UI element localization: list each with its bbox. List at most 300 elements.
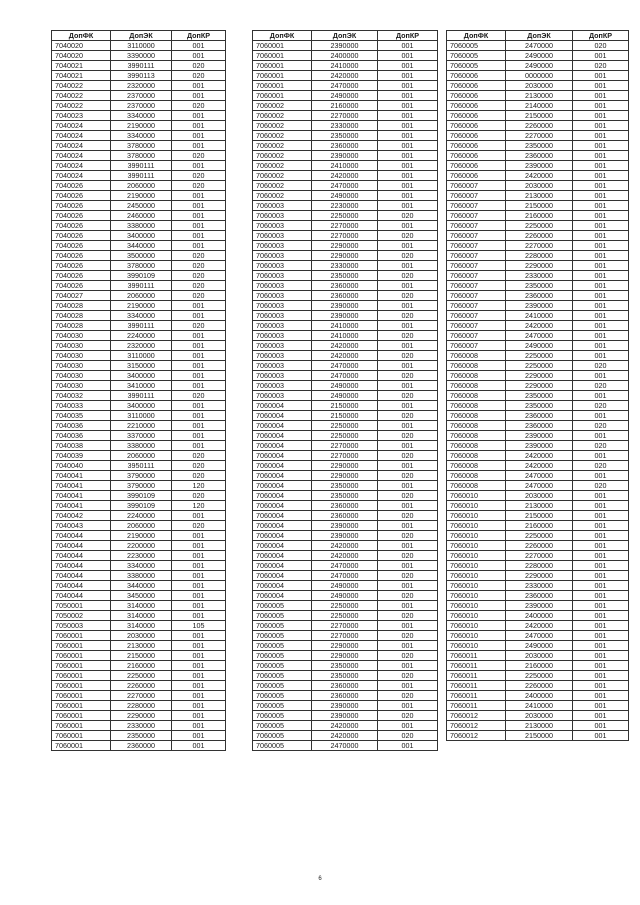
- code-table-left: [51, 30, 226, 751]
- cell-dopkr: 001: [172, 581, 226, 591]
- cell-dopek: 2270000: [312, 441, 378, 451]
- cell-dopfk: 7060007: [447, 321, 506, 331]
- cell-dopek: 2250000: [312, 211, 378, 221]
- cell-dopkr: 020: [378, 671, 438, 681]
- cell-dopek: 2270000: [111, 691, 172, 701]
- cell-dopkr: 001: [573, 521, 629, 531]
- header-dopfk: ДопФК: [52, 31, 111, 41]
- table-row: [253, 631, 438, 641]
- cell-dopek: 2250000: [111, 671, 172, 681]
- cell-dopfk: 7060004: [253, 461, 312, 471]
- cell-dopfk: 7060006: [447, 151, 506, 161]
- cell-dopek: 2400000: [506, 691, 573, 701]
- cell-dopkr: 001: [378, 741, 438, 751]
- table-row: [52, 141, 226, 151]
- cell-dopfk: 7060007: [447, 311, 506, 321]
- cell-dopkr: 001: [573, 91, 629, 101]
- table-row: [447, 671, 629, 681]
- table-row: [447, 591, 629, 601]
- cell-dopek: 2360000: [506, 421, 573, 431]
- cell-dopfk: 7060010: [447, 551, 506, 561]
- table-row: [52, 111, 226, 121]
- cell-dopek: 2470000: [312, 361, 378, 371]
- table-row: [52, 451, 226, 461]
- table-row: [52, 151, 226, 161]
- cell-dopkr: 001: [573, 491, 629, 501]
- table-row: [52, 661, 226, 671]
- cell-dopkr: 020: [378, 291, 438, 301]
- cell-dopek: 2410000: [312, 161, 378, 171]
- cell-dopfk: 7060002: [253, 141, 312, 151]
- cell-dopek: 2390000: [312, 41, 378, 51]
- cell-dopek: 2270000: [312, 111, 378, 121]
- cell-dopek: 2470000: [312, 741, 378, 751]
- cell-dopfk: 7040026: [52, 251, 111, 261]
- cell-dopfk: 7060010: [447, 601, 506, 611]
- table-row: [447, 481, 629, 491]
- cell-dopek: 2370000: [111, 91, 172, 101]
- cell-dopfk: 7060007: [447, 261, 506, 271]
- cell-dopfk: 7060005: [253, 701, 312, 711]
- table-row: [52, 81, 226, 91]
- cell-dopkr: 001: [172, 651, 226, 661]
- cell-dopek: 2360000: [312, 141, 378, 151]
- cell-dopkr: 020: [573, 61, 629, 71]
- cell-dopfk: 7060008: [447, 401, 506, 411]
- cell-dopfk: 7060011: [447, 701, 506, 711]
- cell-dopek: 2140000: [506, 101, 573, 111]
- cell-dopkr: 001: [573, 301, 629, 311]
- cell-dopek: 2290000: [312, 251, 378, 261]
- cell-dopfk: 7040041: [52, 471, 111, 481]
- table-row: [447, 511, 629, 521]
- cell-dopek: 2250000: [506, 531, 573, 541]
- cell-dopek: 3990111: [111, 391, 172, 401]
- cell-dopek: 2410000: [312, 331, 378, 341]
- cell-dopfk: 7060005: [253, 641, 312, 651]
- table-row: [447, 621, 629, 631]
- cell-dopkr: 001: [573, 391, 629, 401]
- cell-dopkr: 001: [573, 271, 629, 281]
- table-row: [52, 511, 226, 521]
- table-row: [52, 121, 226, 131]
- cell-dopkr: 001: [573, 121, 629, 131]
- cell-dopfk: 7060006: [447, 131, 506, 141]
- cell-dopek: 2470000: [506, 631, 573, 641]
- cell-dopkr: 001: [573, 611, 629, 621]
- cell-dopek: 2060000: [111, 291, 172, 301]
- cell-dopkr: 020: [172, 391, 226, 401]
- cell-dopfk: 7040028: [52, 301, 111, 311]
- cell-dopfk: 7060007: [447, 331, 506, 341]
- table-body: [52, 41, 226, 751]
- cell-dopkr: 001: [573, 581, 629, 591]
- cell-dopfk: 7060003: [253, 271, 312, 281]
- header-dopkr: ДопКР: [172, 31, 226, 41]
- cell-dopek: 2190000: [111, 301, 172, 311]
- cell-dopfk: 7060010: [447, 591, 506, 601]
- table-row: [447, 411, 629, 421]
- cell-dopek: 2410000: [506, 701, 573, 711]
- table-body: [447, 41, 629, 741]
- cell-dopek: 2470000: [312, 181, 378, 191]
- cell-dopfk: 7060005: [253, 671, 312, 681]
- cell-dopkr: 001: [378, 541, 438, 551]
- table-row: [447, 471, 629, 481]
- cell-dopkr: 020: [172, 101, 226, 111]
- cell-dopek: 2150000: [506, 111, 573, 121]
- cell-dopfk: 7060012: [447, 731, 506, 741]
- cell-dopek: 3340000: [111, 131, 172, 141]
- cell-dopkr: 001: [172, 351, 226, 361]
- cell-dopkr: 020: [378, 531, 438, 541]
- cell-dopek: 2490000: [312, 581, 378, 591]
- cell-dopek: 2130000: [506, 501, 573, 511]
- cell-dopkr: 001: [573, 171, 629, 181]
- cell-dopkr: 001: [378, 581, 438, 591]
- cell-dopek: 2350000: [506, 281, 573, 291]
- cell-dopfk: 7060004: [253, 501, 312, 511]
- cell-dopfk: 7060005: [253, 651, 312, 661]
- cell-dopkr: 001: [573, 311, 629, 321]
- cell-dopkr: 001: [378, 191, 438, 201]
- table-row: [447, 491, 629, 501]
- cell-dopek: 2150000: [111, 651, 172, 661]
- cell-dopfk: 7040043: [52, 521, 111, 531]
- cell-dopek: 3780000: [111, 151, 172, 161]
- cell-dopkr: 001: [172, 361, 226, 371]
- cell-dopfk: 7060002: [253, 181, 312, 191]
- table-row: [52, 431, 226, 441]
- cell-dopfk: 7060010: [447, 641, 506, 651]
- cell-dopkr: 001: [378, 321, 438, 331]
- cell-dopek: 2470000: [506, 331, 573, 341]
- cell-dopkr: 001: [573, 181, 629, 191]
- table-row: [253, 671, 438, 681]
- header-row: [253, 31, 438, 41]
- cell-dopfk: 7060011: [447, 651, 506, 661]
- table-row: [253, 621, 438, 631]
- cell-dopkr: 001: [378, 481, 438, 491]
- table-row: [52, 231, 226, 241]
- cell-dopfk: 7060005: [447, 41, 506, 51]
- cell-dopek: 3790000: [111, 481, 172, 491]
- cell-dopfk: 7060004: [253, 571, 312, 581]
- cell-dopfk: 7060005: [253, 611, 312, 621]
- cell-dopkr: 001: [378, 401, 438, 411]
- table-row: [253, 531, 438, 541]
- cell-dopkr: 020: [172, 151, 226, 161]
- cell-dopek: 2420000: [506, 621, 573, 631]
- cell-dopkr: 001: [378, 51, 438, 61]
- cell-dopek: 3150000: [111, 361, 172, 371]
- cell-dopfk: 7060010: [447, 561, 506, 571]
- table-row: [253, 641, 438, 651]
- cell-dopkr: 020: [378, 211, 438, 221]
- cell-dopkr: 001: [573, 211, 629, 221]
- table-row: [447, 691, 629, 701]
- cell-dopkr: 001: [378, 461, 438, 471]
- cell-dopfk: 7060010: [447, 531, 506, 541]
- cell-dopfk: 7060008: [447, 351, 506, 361]
- cell-dopek: 2390000: [312, 531, 378, 541]
- table-row: [447, 101, 629, 111]
- cell-dopfk: 7060006: [447, 91, 506, 101]
- table-row: [253, 201, 438, 211]
- cell-dopfk: 7060004: [253, 411, 312, 421]
- cell-dopkr: 020: [378, 391, 438, 401]
- cell-dopfk: 7060002: [253, 131, 312, 141]
- table-row: [447, 81, 629, 91]
- table-row: [253, 451, 438, 461]
- cell-dopek: 3990109: [111, 501, 172, 511]
- table-row: [447, 321, 629, 331]
- cell-dopfk: 7040024: [52, 131, 111, 141]
- table-row: [253, 491, 438, 501]
- cell-dopkr: 001: [378, 41, 438, 51]
- cell-dopkr: 001: [172, 421, 226, 431]
- table-row: [447, 221, 629, 231]
- cell-dopkr: 020: [573, 441, 629, 451]
- cell-dopkr: 001: [573, 631, 629, 641]
- table-row: [253, 601, 438, 611]
- cell-dopfk: 7040020: [52, 41, 111, 51]
- cell-dopfk: 7060006: [447, 171, 506, 181]
- cell-dopkr: 020: [573, 401, 629, 411]
- cell-dopfk: 7060002: [253, 191, 312, 201]
- cell-dopkr: 020: [172, 171, 226, 181]
- table-row: [52, 221, 226, 231]
- cell-dopfk: 7060001: [52, 741, 111, 751]
- cell-dopfk: 7060006: [447, 71, 506, 81]
- cell-dopfk: 7060010: [447, 611, 506, 621]
- table-header: [253, 31, 438, 41]
- cell-dopfk: 7040020: [52, 51, 111, 61]
- table-row: [253, 181, 438, 191]
- table-row: [253, 511, 438, 521]
- cell-dopkr: 001: [378, 241, 438, 251]
- table-row: [253, 711, 438, 721]
- cell-dopfk: 7060005: [253, 601, 312, 611]
- cell-dopek: 2270000: [506, 241, 573, 251]
- table-row: [447, 361, 629, 371]
- table-row: [447, 281, 629, 291]
- table-row: [52, 161, 226, 171]
- cell-dopek: 2360000: [506, 411, 573, 421]
- cell-dopek: 3110000: [111, 41, 172, 51]
- cell-dopek: 3990111: [111, 281, 172, 291]
- cell-dopfk: 7060006: [447, 121, 506, 131]
- cell-dopkr: 001: [172, 711, 226, 721]
- cell-dopek: 2030000: [506, 491, 573, 501]
- table-row: [447, 651, 629, 661]
- cell-dopkr: 020: [172, 251, 226, 261]
- cell-dopfk: 7060003: [253, 231, 312, 241]
- cell-dopek: 2350000: [312, 671, 378, 681]
- page-number: 6: [318, 876, 322, 882]
- table-row: [447, 251, 629, 261]
- cell-dopkr: 001: [172, 161, 226, 171]
- cell-dopkr: 001: [172, 221, 226, 231]
- cell-dopkr: 001: [573, 731, 629, 741]
- cell-dopfk: 7060010: [447, 621, 506, 631]
- cell-dopek: 3440000: [111, 241, 172, 251]
- cell-dopfk: 7060003: [253, 211, 312, 221]
- table-row: [253, 321, 438, 331]
- cell-dopkr: 001: [573, 411, 629, 421]
- cell-dopfk: 7040028: [52, 321, 111, 331]
- cell-dopkr: 001: [573, 721, 629, 731]
- table-row: [253, 361, 438, 371]
- table-row: [253, 341, 438, 351]
- cell-dopek: 2360000: [506, 291, 573, 301]
- table-row: [253, 581, 438, 591]
- table-row: [52, 491, 226, 501]
- cell-dopkr: 001: [573, 151, 629, 161]
- cell-dopek: 2290000: [506, 381, 573, 391]
- cell-dopkr: 001: [172, 531, 226, 541]
- table-row: [447, 631, 629, 641]
- cell-dopek: 2250000: [312, 431, 378, 441]
- table-row: [447, 501, 629, 511]
- cell-dopfk: 7060010: [447, 631, 506, 641]
- cell-dopek: 2250000: [506, 221, 573, 231]
- cell-dopek: 2390000: [506, 301, 573, 311]
- table-row: [253, 51, 438, 61]
- cell-dopfk: 7040030: [52, 331, 111, 341]
- cell-dopfk: 7060003: [253, 301, 312, 311]
- cell-dopfk: 7060003: [253, 261, 312, 271]
- cell-dopfk: 7040022: [52, 81, 111, 91]
- cell-dopek: 2250000: [312, 611, 378, 621]
- table-row: [52, 481, 226, 491]
- cell-dopek: 2420000: [312, 551, 378, 561]
- table-row: [253, 141, 438, 151]
- cell-dopek: 2270000: [312, 621, 378, 631]
- table-row: [52, 321, 226, 331]
- cell-dopek: 2390000: [312, 701, 378, 711]
- cell-dopfk: 7060003: [253, 381, 312, 391]
- table-row: [253, 661, 438, 671]
- cell-dopfk: 7060003: [253, 371, 312, 381]
- cell-dopkr: 001: [573, 501, 629, 511]
- table-row: [253, 731, 438, 741]
- cell-dopek: 2160000: [506, 521, 573, 531]
- cell-dopkr: 001: [172, 211, 226, 221]
- cell-dopkr: 001: [573, 101, 629, 111]
- cell-dopek: 2490000: [312, 391, 378, 401]
- cell-dopkr: 001: [378, 521, 438, 531]
- cell-dopkr: 001: [378, 151, 438, 161]
- cell-dopek: 2030000: [506, 81, 573, 91]
- cell-dopek: 3990113: [111, 71, 172, 81]
- cell-dopfk: 7060007: [447, 231, 506, 241]
- cell-dopek: 2130000: [506, 91, 573, 101]
- cell-dopkr: 020: [378, 271, 438, 281]
- cell-dopek: 2320000: [111, 341, 172, 351]
- cell-dopkr: 001: [172, 141, 226, 151]
- cell-dopkr: 020: [172, 321, 226, 331]
- table-row: [52, 191, 226, 201]
- cell-dopkr: 001: [172, 41, 226, 51]
- cell-dopek: 3110000: [111, 351, 172, 361]
- cell-dopfk: 7060007: [447, 281, 506, 291]
- cell-dopek: 2290000: [312, 471, 378, 481]
- table-row: [447, 431, 629, 441]
- table-row: [253, 571, 438, 581]
- table-row: [52, 171, 226, 181]
- cell-dopkr: 001: [573, 571, 629, 581]
- table-row: [447, 341, 629, 351]
- table-row: [52, 61, 226, 71]
- cell-dopfk: 7060001: [52, 701, 111, 711]
- cell-dopek: 2360000: [312, 511, 378, 521]
- cell-dopfk: 7040024: [52, 161, 111, 171]
- cell-dopek: 2270000: [312, 221, 378, 231]
- cell-dopek: 2030000: [506, 711, 573, 721]
- cell-dopkr: 001: [378, 141, 438, 151]
- cell-dopfk: 7060002: [253, 121, 312, 131]
- table-row: [447, 451, 629, 461]
- cell-dopek: 2200000: [111, 541, 172, 551]
- cell-dopkr: 001: [378, 131, 438, 141]
- table-row: [253, 171, 438, 181]
- cell-dopfk: 7040033: [52, 401, 111, 411]
- cell-dopkr: 001: [172, 571, 226, 581]
- cell-dopkr: 020: [378, 451, 438, 461]
- table-row: [52, 721, 226, 731]
- cell-dopfk: 7040026: [52, 281, 111, 291]
- cell-dopek: 2130000: [506, 191, 573, 201]
- cell-dopek: 2350000: [506, 141, 573, 151]
- cell-dopkr: 020: [378, 651, 438, 661]
- cell-dopek: 3140000: [111, 611, 172, 621]
- table-row: [52, 711, 226, 721]
- cell-dopkr: 001: [172, 741, 226, 751]
- cell-dopek: 3990111: [111, 171, 172, 181]
- cell-dopfk: 7060007: [447, 211, 506, 221]
- table-row: [447, 551, 629, 561]
- cell-dopfk: 7060007: [447, 241, 506, 251]
- cell-dopfk: 7060001: [52, 661, 111, 671]
- table-row: [52, 631, 226, 641]
- cell-dopkr: 001: [172, 51, 226, 61]
- cell-dopkr: 001: [172, 191, 226, 201]
- table-row: [447, 421, 629, 431]
- cell-dopek: 2470000: [506, 471, 573, 481]
- cell-dopkr: 001: [378, 721, 438, 731]
- cell-dopek: 2470000: [312, 81, 378, 91]
- table-row: [253, 131, 438, 141]
- code-table-middle: [252, 30, 438, 751]
- cell-dopfk: 7060003: [253, 241, 312, 251]
- cell-dopkr: 105: [172, 621, 226, 631]
- cell-dopek: 2370000: [111, 101, 172, 111]
- table-row: [52, 741, 226, 751]
- table-row: [52, 521, 226, 531]
- table-row: [447, 151, 629, 161]
- cell-dopek: 2410000: [312, 61, 378, 71]
- table-row: [447, 521, 629, 531]
- cell-dopek: 2390000: [312, 311, 378, 321]
- cell-dopkr: 001: [378, 201, 438, 211]
- table-header: [447, 31, 629, 41]
- cell-dopek: 2490000: [312, 381, 378, 391]
- cell-dopek: 2350000: [312, 271, 378, 281]
- header-dopkr: ДопКР: [573, 31, 629, 41]
- table-row: [447, 181, 629, 191]
- table-row: [52, 601, 226, 611]
